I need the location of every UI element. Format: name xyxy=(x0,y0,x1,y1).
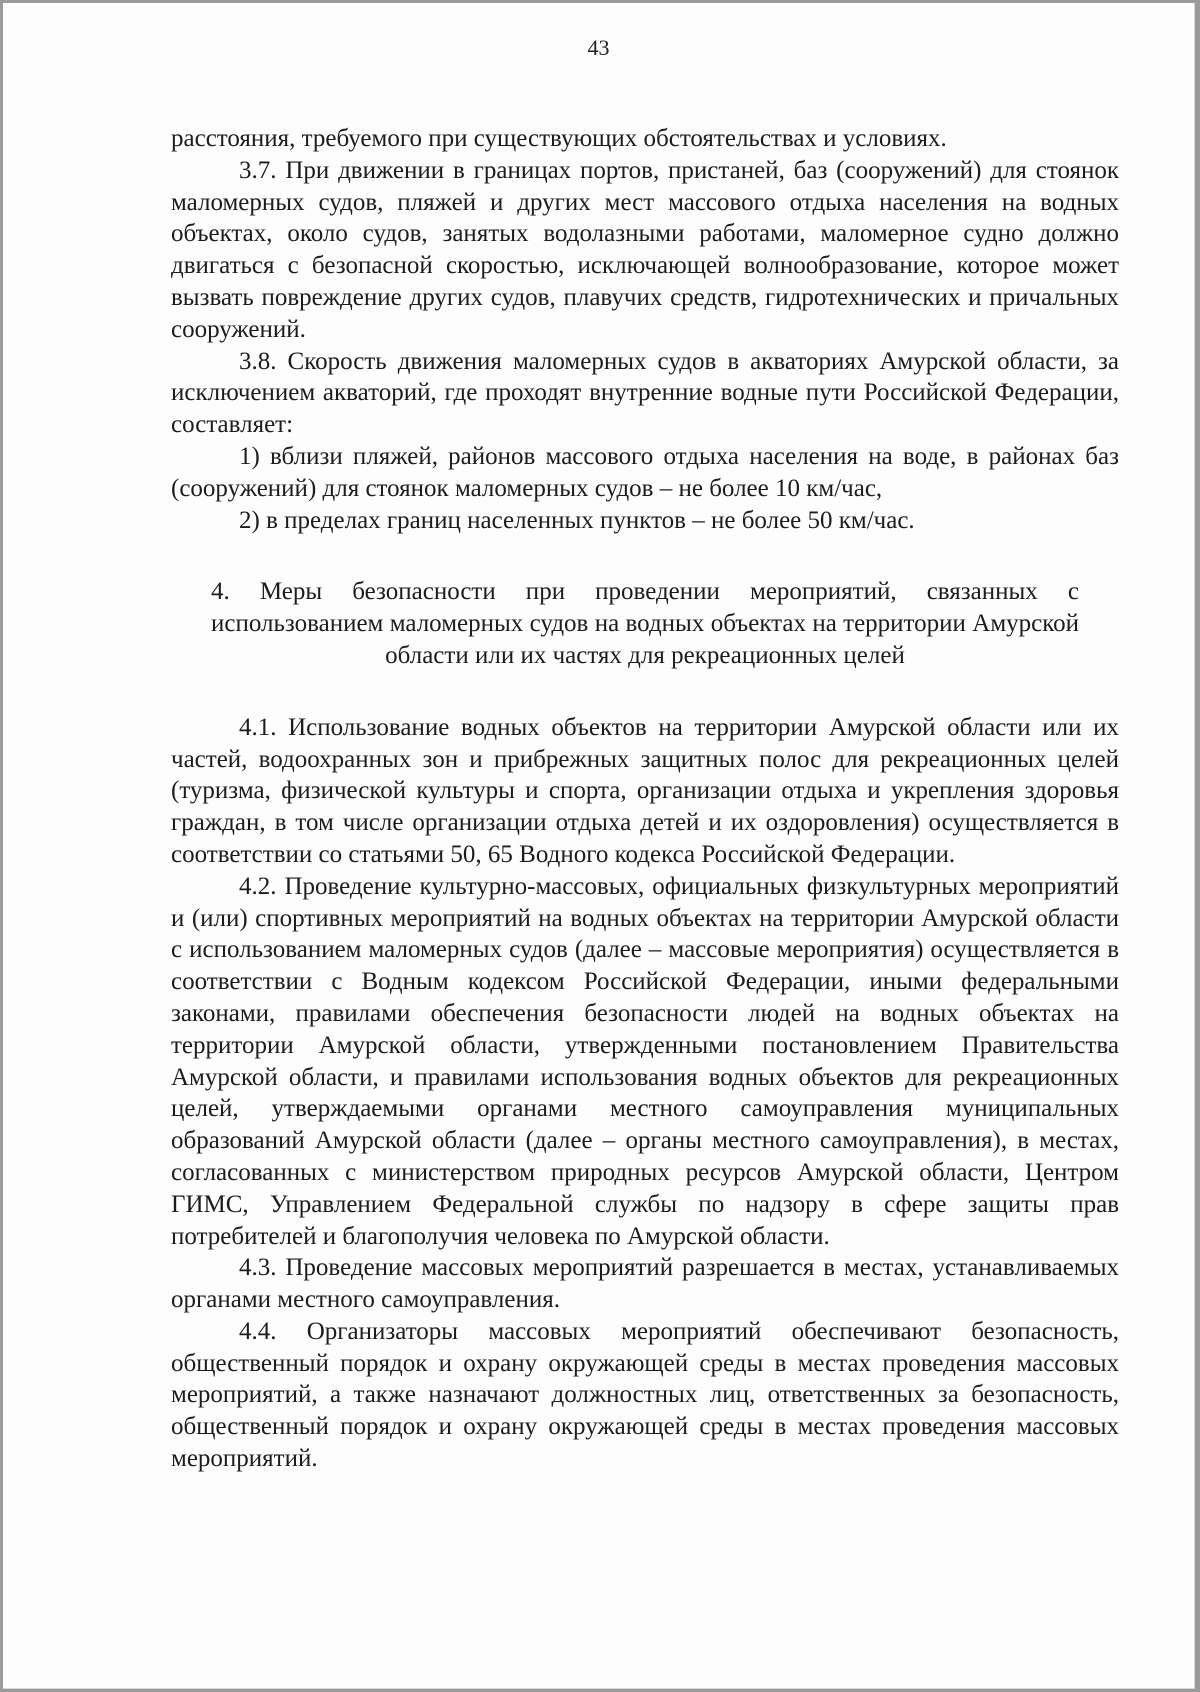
section-heading-4: 4. Меры безопасности при проведении мероприятий, связанных с использованием маломерных судов на водных объектах на территории Амурской области или их частях для рекреационных целей xyxy=(211,578,1079,669)
paragraph-4-3: 4.3. Проведение массовых мероприятий разрешается в местах, устанавливаемых органами местного самоуправления. xyxy=(171,1254,1119,1314)
paragraph-4-1: 4.1. Использование водных объектов на территории Амурской области или их частей, водоохранных зон и прибрежных защитных полос для рекреационных целей (туризма, физической культуры и спорта, организации отдыха и укрепления здоровья граждан, в том числе организации отдыха детей и их оздоровления) осуществляется в соответствии со статьями 50, 65 Водного кодекса Российской Федерации. xyxy=(171,713,1119,868)
paragraph-3-8: 3.8. Скорость движения маломерных судов в акваториях Амурской области, за исключением акваторий, где проходят внутренние водные пути Российской Федерации, составляет: xyxy=(171,347,1119,439)
paragraph-4-4: 4.4. Организаторы массовых мероприятий обеспечивают безопасность, общественный порядок и охрану окружающей среды в местах проведения массовых мероприятий, а также назначают должностных лиц, ответственных за безопасность, общественный порядок и охрану окружающей среды в местах проведения массовых мероприятий. xyxy=(171,1317,1119,1473)
document-body xyxy=(171,123,1119,1475)
paragraph-3-8-item-1: 1) вблизи пляжей, районов массового отдыха населения на воде, в районах баз (сооружений) для стоянок маломерных судов – не более 10 км/час, xyxy=(171,442,1119,502)
paragraph-continuation: расстояния, требуемого при существующих обстоятельствах и условиях. xyxy=(171,125,947,152)
page-number: 43 xyxy=(587,35,610,60)
paragraph-4-2: 4.2. Проведение культурно-массовых, официальных физкультурных мероприятий и (или) спортивных мероприятий на водных объектах на территории Амурской области с использованием маломерных судов (далее – массовые мероприятия) осуществляется в соответствии с Водным кодексом Российской Федерации, иными федеральными законами, правилами обеспечения безопасности людей на водных объектах на территории Амурской области, утвержденными постановлением Правительства Амурской области, и правилами использования водных объектов для рекреационных целей, утверждаемыми органами местного самоуправления муниципальных образований Амурской области (далее – органы местного самоуправления), в местах, согласованных с министерством природных ресурсов Амурской области, Центром ГИМС, Управлением Федеральной службы по надзору в сфере защиты прав потребителей и благополучия человека по Амурской области. xyxy=(171,872,1119,1250)
paragraph-3-8-item-2: 2) в пределах границ населенных пунктов – не более 50 км/час. xyxy=(239,506,915,534)
document-page xyxy=(3,3,1195,1689)
paragraph-3-7: 3.7. При движении в границах портов, пристаней, баз (сооружений) для стоянок маломерных судов, пляжей и других мест массового отдыха населения на водных объектах, около судов, занятых водолазными работами, маломерное судно должно двигаться с безопасной скоростью, исключающей волнообразование, которое может вызвать повреждение других судов, плавучих средств, гидротехнических и причальных сооружений. xyxy=(171,156,1119,343)
